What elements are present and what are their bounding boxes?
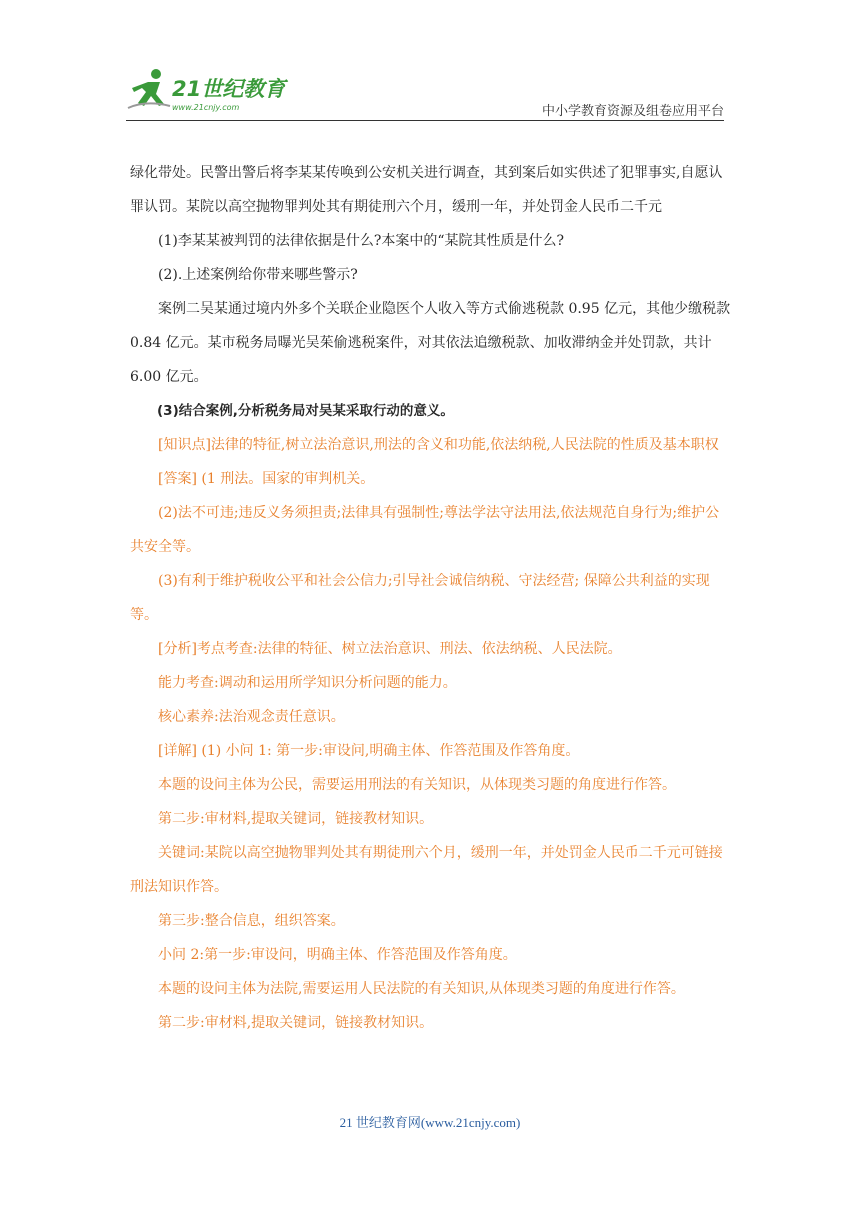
document-body: [130, 156, 732, 1040]
paragraph: 本题的设问主体为公民，需要运用刑法的有关知识，从体现类习题的角度进行作答。: [158, 777, 676, 793]
header-divider: [126, 120, 724, 121]
platform-title: 中小学教育资源及组卷应用平台: [541, 104, 724, 119]
paragraph: 能力考查:调动和运用所学知识分析问题的能力。: [158, 675, 457, 691]
paragraph: 第二步:审材料,提取关键词，链接教材知识。: [158, 811, 434, 827]
paragraph: 小问 2:第一步:审设问，明确主体、作答范围及作答角度。: [158, 947, 517, 963]
page-header: [126, 62, 724, 120]
logo-url: www.21cnjy.com: [172, 103, 240, 112]
paragraph: (3)结合案例,分析税务局对吴某采取行动的意义。: [157, 403, 454, 419]
runner-icon: [128, 69, 170, 108]
page-footer: 21 世纪教育网(www.21cnjy.com): [339, 1115, 521, 1130]
paragraph: (3)有利于维护税收公平和社会公信力;引导社会诚信纳税、守法经营; 保障公共利益的实现等。: [130, 573, 710, 623]
paragraph: [详解] (1) 小问 1: 第一步:审设问,明确主体、作答范围及作答角度。: [158, 743, 580, 759]
paragraph: (1)李某某被判罚的法律依据是什么?本案中的“某院其性质是什么?: [158, 233, 564, 249]
paragraph: (2).上述案例给你带来哪些警示?: [158, 267, 358, 283]
paragraph: [答案] (1 刑法。国家的审判机关。: [158, 471, 375, 487]
site-logo: [126, 66, 296, 116]
paragraph: 关键词:某院以高空抛物罪判处其有期徒刑六个月，缓刑一年，并处罚金人民币二千元可链接刑法知识作答。: [130, 845, 723, 895]
paragraph: 绿化带处。民警出警后将李某某传唤到公安机关进行调查，其到案后如实供述了犯罪事实,自愿认罪认罚。某院以高空抛物罪判处其有期徒刑六个月，缓刑一年，并处罚金人民币二千元: [130, 165, 723, 215]
paragraph: 本题的设问主体为法院,需要运用人民法院的有关知识,从体现类习题的角度进行作答。: [158, 981, 685, 997]
paragraph: [知识点]法律的特征,树立法治意识,刑法的含义和功能,依法纳税,人民法院的性质及基本职权: [158, 437, 719, 453]
paragraph: 第三步:整合信息，组织答案。: [158, 913, 345, 929]
paragraph: [分析]考点考查:法律的特征、树立法治意识、刑法、依法纳税、人民法院。: [158, 641, 622, 657]
paragraph: 第二步:审材料,提取关键词，链接教材知识。: [158, 1015, 434, 1031]
paragraph: 案例二吴某通过境内外多个关联企业隐医个人收入等方式偷逃税款 0.95 亿元，其他少缴税款 0.84 亿元。某市税务局曝光吴茱偷逃税案件，对其依法追缴税款、加收滞纳金并处罚款，共计 6.00 亿元。: [130, 301, 731, 385]
logo-text: 21世纪教育: [172, 77, 286, 101]
paragraph: 核心素养:法治观念责任意识。: [158, 709, 345, 725]
paragraph: (2)法不可违;违反义务须担责;法律具有强制性;尊法学法守法用法,依法规范自身行为;维护公共安全等。: [130, 505, 720, 555]
